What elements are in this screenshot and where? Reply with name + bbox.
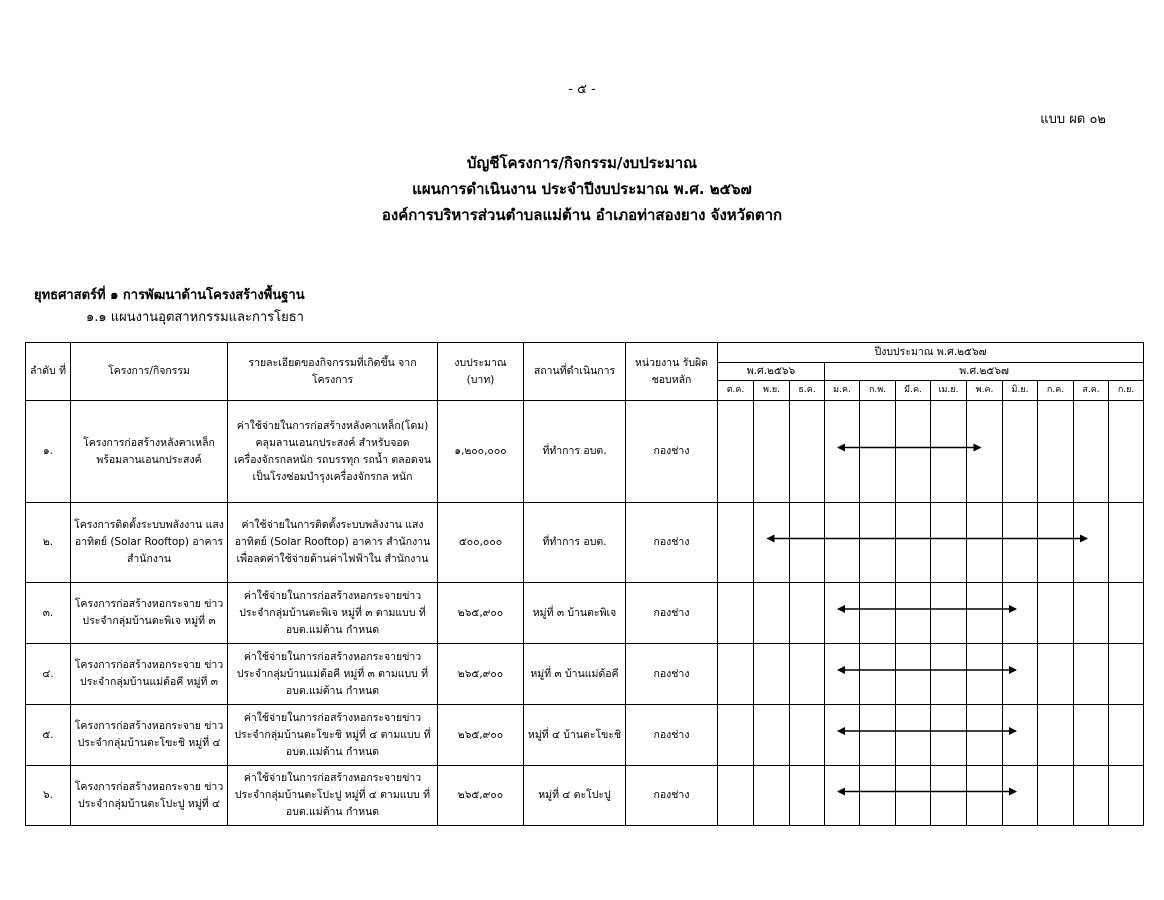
month-cell <box>967 644 1003 705</box>
responsible-unit: กองช่าง <box>626 401 718 503</box>
month-cell <box>967 401 1003 503</box>
title-line-3: องค์การบริหารส่วนตำบลแม่ต้าน อำเภอท่าสองยาง จังหวัดตาก <box>381 206 783 224</box>
month-cell <box>896 503 931 583</box>
project-detail: ค่าใช้จ่ายในการก่อสร้างหอกระจายข่าว ประจำกลุ่มบ้านตะโขะชิ หมู่ที่ ๔ ตามแบบ ที่ อบต.แม่ต้าน กำหนด <box>228 705 438 766</box>
month-cell <box>1038 503 1074 583</box>
month-cell <box>967 766 1003 826</box>
month-header: มิ.ย. <box>1003 381 1038 401</box>
month-cell <box>931 401 967 503</box>
header-year-2566: พ.ศ.๒๕๖๖ <box>718 363 825 381</box>
project-name: โครงการก่อสร้างหอกระจาย ข่าวประจำกลุ่มบ้านแม่ต้อคี หมู่ที่ ๓ <box>71 644 228 705</box>
row-number: ๖. <box>26 766 71 826</box>
month-cell <box>825 766 860 826</box>
project-location: ที่ทำการ อบต. <box>524 503 626 583</box>
month-cell <box>790 401 825 503</box>
header-fiscal-year: ปีงบประมาณ พ.ศ.๒๕๖๗ <box>718 343 1144 363</box>
month-cell <box>718 766 754 826</box>
month-cell <box>825 401 860 503</box>
month-cell <box>931 583 967 644</box>
budget-amount: ๒๖๕,๙๐๐ <box>438 766 524 826</box>
project-name: โครงการก่อสร้างหอกระจาย ข่าวประจำกลุ่มบ้านตะโขะชิ หมู่ที่ ๔ <box>71 705 228 766</box>
month-cell <box>790 583 825 644</box>
row-number: ๔. <box>26 644 71 705</box>
month-cell <box>1109 401 1144 503</box>
month-cell <box>718 503 754 583</box>
month-cell <box>790 766 825 826</box>
table-row <box>26 503 1144 583</box>
month-cell <box>754 401 790 503</box>
month-cell <box>931 503 967 583</box>
month-cell <box>718 583 754 644</box>
month-cell <box>860 583 896 644</box>
month-cell <box>931 766 967 826</box>
header-detail: รายละเอียดของกิจกรรมที่เกิดขึ้น จากโครงการ <box>228 343 438 401</box>
responsible-unit: กองช่าง <box>626 705 718 766</box>
budget-amount: ๒๖๕,๙๐๐ <box>438 644 524 705</box>
row-number: ๕. <box>26 705 71 766</box>
table-row <box>26 705 1144 766</box>
header-location: สถานที่ดำเนินการ <box>524 343 626 401</box>
month-cell <box>790 503 825 583</box>
header-year-2567: พ.ศ.๒๕๖๗ <box>825 363 1144 381</box>
month-cell <box>1003 503 1038 583</box>
header-unit: หน่วยงาน รับผิดชอบหลัก <box>626 343 718 401</box>
project-detail: ค่าใช้จ่ายในการก่อสร้างหอกระจายข่าว ประจำกลุ่มบ้านแม่ต้อคี หมู่ที่ ๓ ตามแบบ ที่ อบต.แม่ต้าน กำหนด <box>228 644 438 705</box>
month-cell <box>896 766 931 826</box>
month-cell <box>860 401 896 503</box>
budget-amount: ๑,๒๐๐,๐๐๐ <box>438 401 524 503</box>
month-cell <box>1074 766 1109 826</box>
project-detail: ค่าใช้จ่ายในการติดตั้งระบบพลังงาน แสงอาทิตย์ (Solar Rooftop) อาคาร สำนักงาน เพื่อลดค่าใช้จ่ายด้านค่าไฟฟ้าใน สำนักงาน <box>228 503 438 583</box>
month-cell <box>860 705 896 766</box>
month-cell <box>967 503 1003 583</box>
month-cell <box>896 705 931 766</box>
month-cell <box>1038 766 1074 826</box>
month-cell <box>1074 644 1109 705</box>
month-cell <box>1074 503 1109 583</box>
month-cell <box>1038 705 1074 766</box>
table-row <box>26 644 1144 705</box>
month-cell <box>1003 705 1038 766</box>
month-header: ต.ค. <box>718 381 754 401</box>
project-name: โครงการก่อสร้างหอกระจาย ข่าวประจำกลุ่มบ้านตะโปะปู หมู่ที่ ๔ <box>71 766 228 826</box>
month-cell <box>754 644 790 705</box>
month-cell <box>931 644 967 705</box>
month-cell <box>1109 583 1144 644</box>
header-no: ลำดับ ที่ <box>26 343 71 401</box>
month-header: ก.ย. <box>1109 381 1144 401</box>
table-row <box>26 583 1144 644</box>
project-name: โครงการก่อสร้างหลังคาเหล็ก พร้อมลานเอนกประสงค์ <box>71 401 228 503</box>
project-name: โครงการติดตั้งระบบพลังงาน แสงอาทิตย์ (Solar Rooftop) อาคารสำนักงาน <box>71 503 228 583</box>
project-detail: ค่าใช้จ่ายในการก่อสร้างหอกระจายข่าว ประจำกลุ่มบ้านตะพิเจ หมู่ที่ ๓ ตามแบบ ที่ อบต.แม่ต้าน กำหนด <box>228 583 438 644</box>
page-number: - ๕ - <box>568 82 596 97</box>
month-header: ส.ค. <box>1074 381 1109 401</box>
month-cell <box>754 766 790 826</box>
row-number: ๒. <box>26 503 71 583</box>
month-cell <box>967 705 1003 766</box>
month-cell <box>754 583 790 644</box>
month-cell <box>860 644 896 705</box>
form-code: แบบ ผด ๐๒ <box>1040 112 1106 127</box>
month-cell <box>1109 644 1144 705</box>
month-cell <box>1109 503 1144 583</box>
month-cell <box>931 705 967 766</box>
project-location: หมู่ที่ ๓ บ้านแม่ต้อคี <box>524 644 626 705</box>
month-header: มี.ค. <box>896 381 931 401</box>
project-name: โครงการก่อสร้างหอกระจาย ข่าวประจำกลุ่มบ้านตะพิเจ หมู่ที่ ๓ <box>71 583 228 644</box>
project-location: หมู่ที่ ๓ บ้านตะพิเจ <box>524 583 626 644</box>
month-cell <box>790 644 825 705</box>
project-location: หมู่ที่ ๔ ตะโปะปู <box>524 766 626 826</box>
plan-heading: ๑.๑ แผนงานอุตสาหกรรมและการโยธา <box>86 310 304 325</box>
month-cell <box>896 583 931 644</box>
month-cell <box>718 705 754 766</box>
project-plan-table <box>25 342 1144 826</box>
month-cell <box>1003 766 1038 826</box>
project-location: ที่ทำการ อบต. <box>524 401 626 503</box>
month-header: ม.ค. <box>825 381 860 401</box>
month-cell <box>825 503 860 583</box>
month-cell <box>718 644 754 705</box>
project-detail: ค่าใช้จ่ายในการก่อสร้างหอกระจายข่าว ประจำกลุ่มบ้านตะโปะปู หมู่ที่ ๔ ตามแบบ ที่ อบต.แม่ต้าน กำหนด <box>228 766 438 826</box>
month-cell <box>1003 401 1038 503</box>
responsible-unit: กองช่าง <box>626 644 718 705</box>
month-cell <box>825 583 860 644</box>
header-project: โครงการ/กิจกรรม <box>71 343 228 401</box>
document-title-block <box>0 150 1164 228</box>
budget-amount: ๒๖๕,๙๐๐ <box>438 705 524 766</box>
responsible-unit: กองช่าง <box>626 503 718 583</box>
month-cell <box>1074 401 1109 503</box>
month-header: พ.ย. <box>754 381 790 401</box>
month-cell <box>1038 401 1074 503</box>
month-cell <box>754 503 790 583</box>
month-cell <box>896 401 931 503</box>
month-cell <box>1109 766 1144 826</box>
title-line-1: บัญชีโครงการ/กิจกรรม/งบประมาณ <box>466 154 698 172</box>
row-number: ๓. <box>26 583 71 644</box>
budget-amount: ๒๖๕,๙๐๐ <box>438 583 524 644</box>
budget-amount: ๕๐๐,๐๐๐ <box>438 503 524 583</box>
month-cell <box>860 503 896 583</box>
month-header: ก.ค. <box>1038 381 1074 401</box>
month-cell <box>718 401 754 503</box>
month-cell <box>790 705 825 766</box>
month-cell <box>754 705 790 766</box>
month-cell <box>1038 644 1074 705</box>
month-cell <box>1109 705 1144 766</box>
month-cell <box>1038 583 1074 644</box>
responsible-unit: กองช่าง <box>626 766 718 826</box>
responsible-unit: กองช่าง <box>626 583 718 644</box>
table-row <box>26 766 1144 826</box>
month-header: ธ.ค. <box>790 381 825 401</box>
month-header: ก.พ. <box>860 381 896 401</box>
month-header: พ.ค. <box>967 381 1003 401</box>
strategy-heading: ยุทธศาสตร์ที่ ๑ การพัฒนาด้านโครงสร้างพื้นฐาน <box>34 288 305 303</box>
header-budget: งบประมาณ (บาท) <box>438 343 524 401</box>
month-cell <box>860 766 896 826</box>
month-cell <box>825 644 860 705</box>
month-cell <box>967 583 1003 644</box>
month-cell <box>1074 583 1109 644</box>
month-header: เม.ย. <box>931 381 967 401</box>
project-location: หมู่ที่ ๔ บ้านตะโขะชิ <box>524 705 626 766</box>
month-cell <box>1003 644 1038 705</box>
month-cell <box>896 644 931 705</box>
table-body <box>26 401 1144 826</box>
month-cell <box>1074 705 1109 766</box>
month-cell <box>1003 583 1038 644</box>
title-line-2: แผนการดำเนินงาน ประจำปีงบประมาณ พ.ศ. ๒๕๖๗ <box>412 180 752 198</box>
month-cell <box>825 705 860 766</box>
project-detail: ค่าใช้จ่ายในการก่อสร้างหลังคาเหล็ก(โดม) คลุมลานเอนกประสงค์ สำหรับจอด เครื่องจักรกลหนัก รถบรรทุก รถน้ำ ตลอดจนเป็นโรงซ่อมบำรุงเครื่องจักรกล หนัก <box>228 401 438 503</box>
table-row <box>26 401 1144 503</box>
row-number: ๑. <box>26 401 71 503</box>
